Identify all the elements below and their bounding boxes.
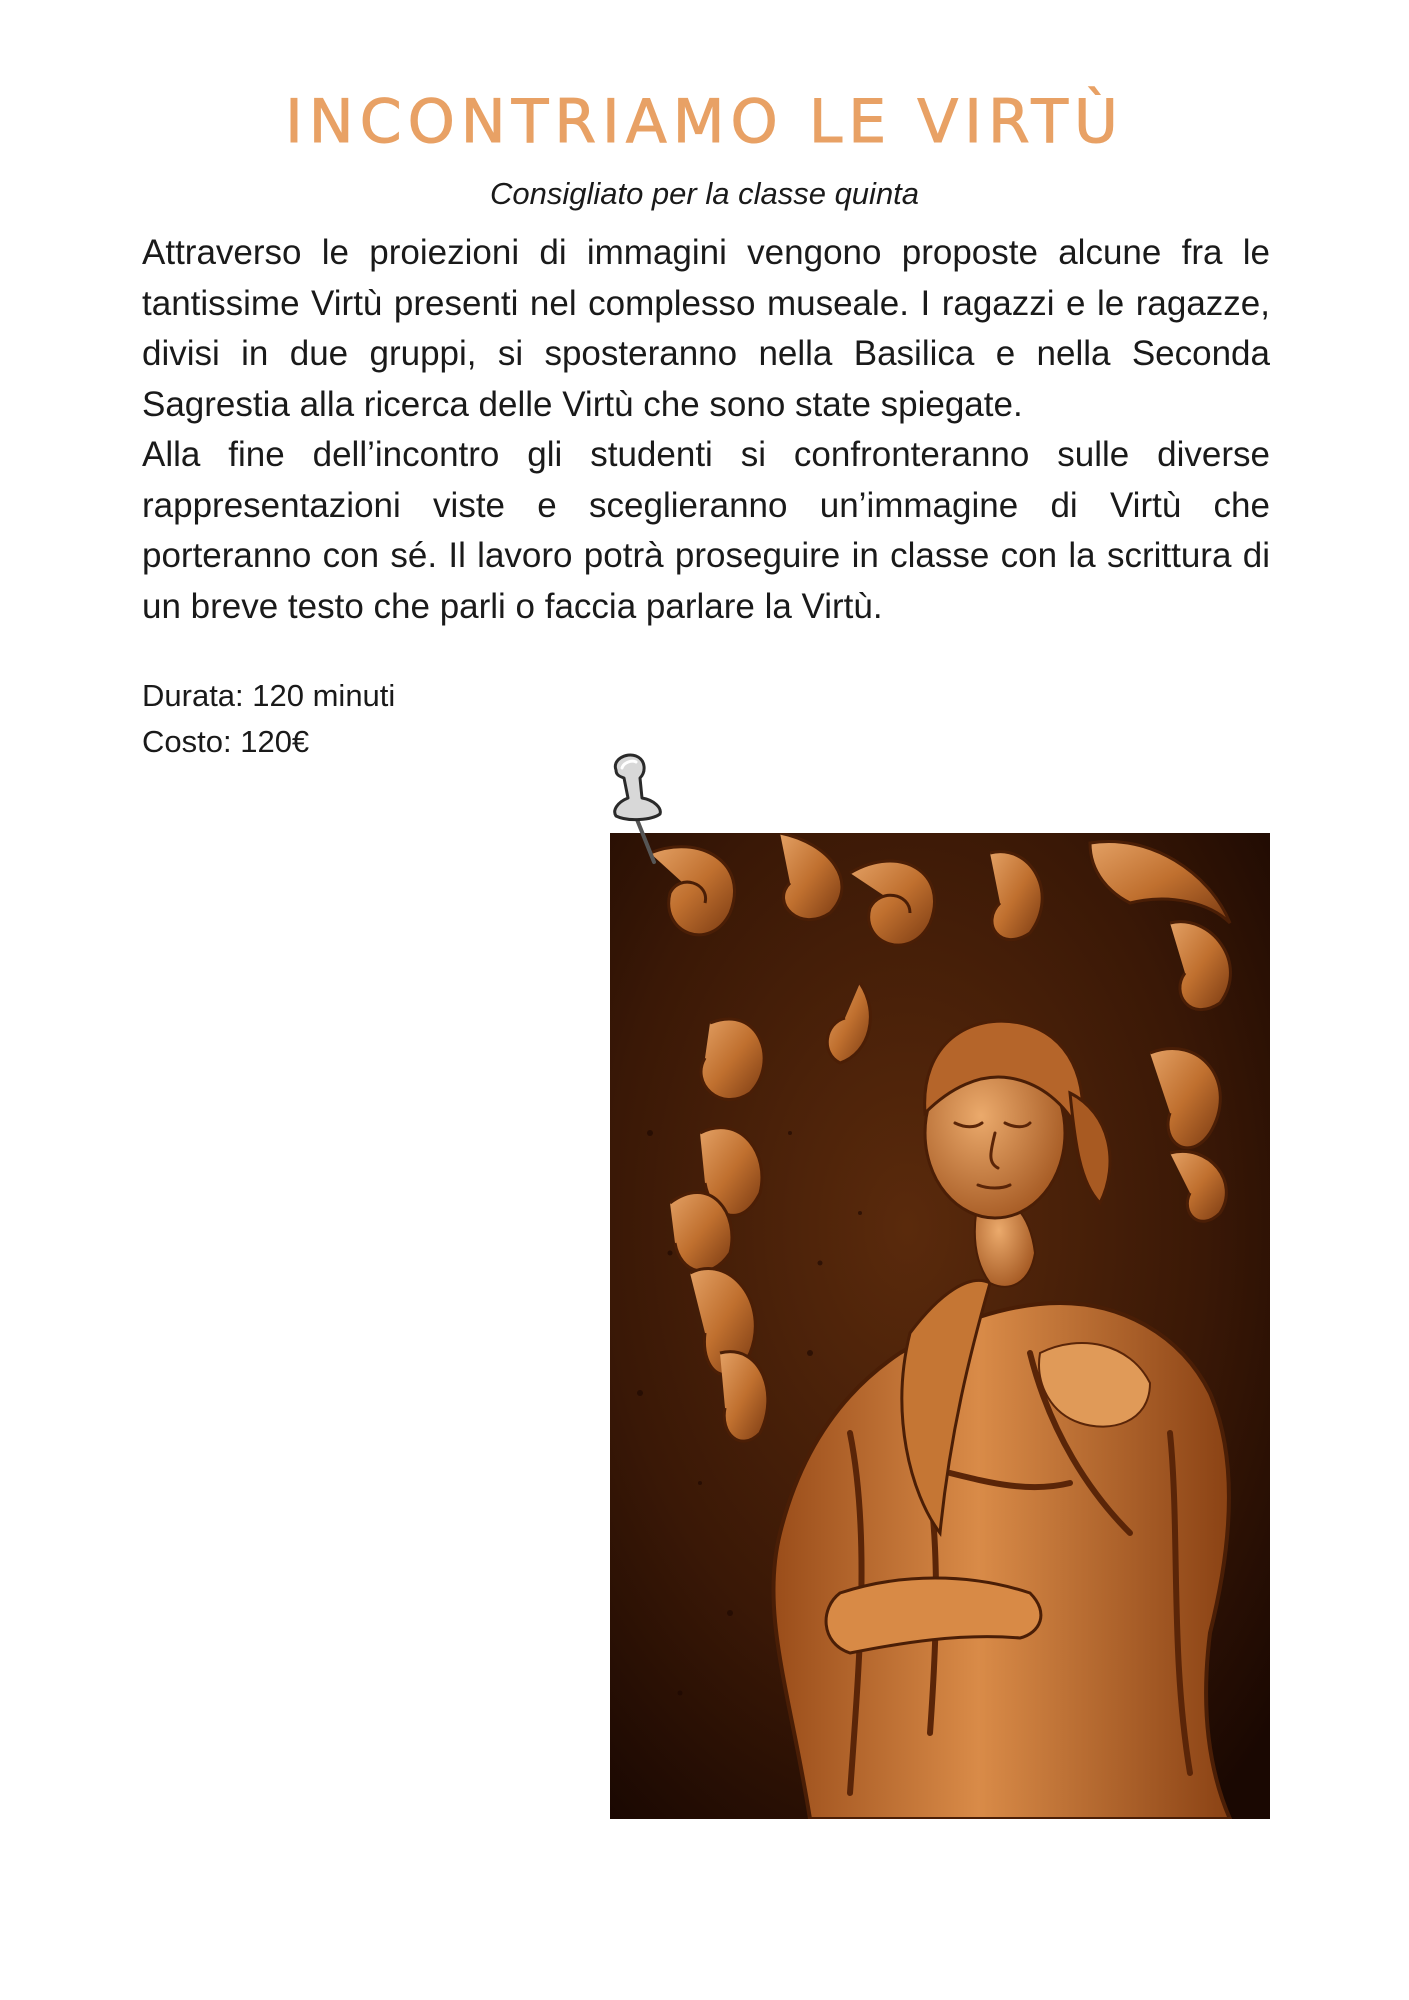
page-title: INCONTRIAMO LE VIRTÙ	[285, 87, 1124, 157]
description	[142, 228, 1270, 632]
duration-info: Durata: 120 minuti	[142, 678, 396, 713]
pushpin-icon	[596, 750, 676, 870]
description-paragraph: Alla fine dell’incontro gli studenti si confronteranno sulle diverse rappresentazioni viste e sceglieranno un’immagine di Virtù che porteranno con sé. Il lavoro potrà proseguire in classe con la scrittura di un breve testo che parli o faccia parlare la Virtù.	[142, 435, 1270, 626]
statue-photo	[610, 833, 1270, 1819]
cost-info: Costo: 120€	[142, 724, 310, 759]
page-subtitle: Consigliato per la classe quinta	[489, 176, 920, 211]
description-paragraph: Attraverso le proiezioni di immagini vengono proposte alcune fra le tantissime Virtù presenti nel complesso museale. I ragazzi e le ragazze, divisi in due gruppi, si sposteranno nella Basilica e nella Seconda Sagrestia alla ricerca delle Virtù che sono state spiegate.	[142, 233, 1270, 424]
